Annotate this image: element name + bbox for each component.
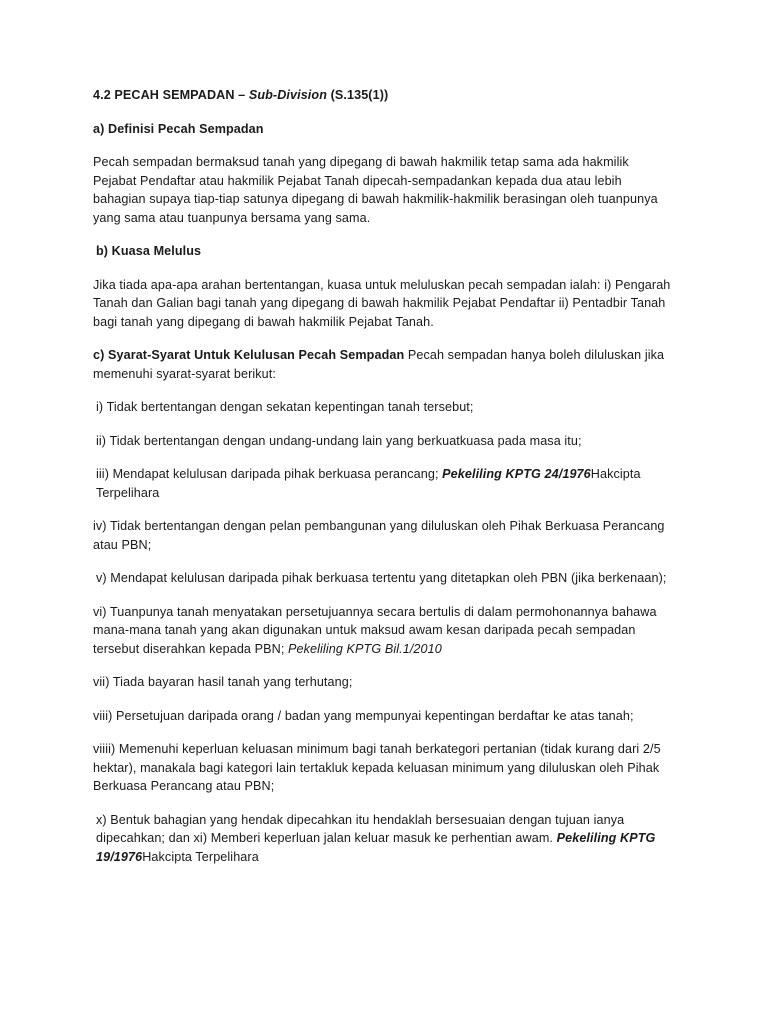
condition-3-tail: Hakcipta Terpelihara bbox=[96, 467, 641, 500]
condition-3-reference: Pekeliling KPTG 24/1976 bbox=[442, 467, 591, 481]
condition-2: ii) Tidak bertentangan dengan undang-undang lain yang berkuatkuasa pada masa itu; bbox=[96, 433, 582, 448]
section-c-title: c) Syarat-Syarat Untuk Kelulusan Pecah Sempadan bbox=[93, 348, 405, 362]
condition-10-reference: Pekeliling KPTG 19/1976 bbox=[96, 831, 656, 864]
document-body bbox=[93, 86, 673, 881]
section-c-body: Pecah sempadan hanya boleh diluluskan jika memenuhi syarat-syarat berikut: bbox=[93, 348, 665, 381]
section-b-body: Jika tiada apa-apa arahan bertentangan, kuasa untuk meluluskan pecah sempadan ialah: i) Pengarah Tanah dan Galian bagi tanah yang dipegang di bawah hakmilik Pejabat Pendaftar ii) Pentadbir Tanah bagi tanah yang dipegang di bawah hakmilik Pejabat Tanah. bbox=[93, 277, 671, 329]
section-a-body: Pecah sempadan bermaksud tanah yang dipegang di bawah hakmilik tetap sama ada hakmilik Pejabat Pendaftar atau hakmilik Pejabat Tanah dipecah-sempadankan kepada dua atau lebih bahagian supaya tiap-tiap satunya dipegang di bawah hakmilik-hakmilik berasingan oleh tuanpunya yang sama atau tuanpunya bersama yang sama. bbox=[93, 155, 658, 225]
condition-10-tail: Hakcipta Terpelihara bbox=[142, 849, 259, 864]
heading-prefix: 4.2 PECAH SEMPADAN – bbox=[93, 88, 249, 102]
condition-3 bbox=[93, 465, 673, 502]
condition-9: viiii) Memenuhi keperluan keluasan minimum bagi tanah berkategori pertanian (tidak kurang dari 2/5 hektar), manakala bagi kategori lain tertakluk kepada keluasan minimum yang diluluskan oleh Pihak Berkuasa Perancang atau PBN; bbox=[93, 742, 661, 793]
section-c-paragraph bbox=[93, 346, 673, 383]
condition-3-text: iii) Mendapat kelulusan daripada pihak berkuasa perancang; bbox=[96, 467, 443, 481]
section-heading bbox=[93, 86, 673, 105]
section-a-title: a) Definisi Pecah Sempadan bbox=[93, 121, 264, 136]
condition-4: iv) Tidak bertentangan dengan pelan pembangunan yang diluluskan oleh Pihak Berkuasa Perancang atau PBN; bbox=[93, 519, 665, 552]
condition-10-text: x) Bentuk bahagian yang hendak dipecahkan itu hendaklah bersesuaian dengan tujuan ianya dipecahkan; dan xi) Memberi keperluan jalan keluar masuk ke perhentian awam. bbox=[96, 812, 625, 845]
section-b-title: b) Kuasa Melulus bbox=[96, 244, 202, 258]
condition-8: viii) Persetujuan daripada orang / badan yang mempunyai kepentingan berdaftar ke atas tanah; bbox=[93, 708, 634, 723]
heading-italic: Sub-Division bbox=[248, 88, 327, 102]
condition-7: vii) Tiada bayaran hasil tanah yang terhutang; bbox=[93, 675, 353, 689]
condition-5: v) Mendapat kelulusan daripada pihak berkuasa tertentu yang ditetapkan oleh PBN (jika berkenaan); bbox=[96, 571, 667, 585]
condition-1: i) Tidak bertentangan dengan sekatan kepentingan tanah tersebut; bbox=[96, 400, 474, 414]
heading-suffix: (S.135(1)) bbox=[327, 88, 389, 102]
condition-6 bbox=[93, 603, 673, 659]
condition-6-text: vi) Tuanpunya tanah menyatakan persetujuannya secara bertulis di dalam permohonannya bahawa mana-mana tanah yang akan digunakan untuk maksud awam kesan daripada pecah sempadan tersebut diserahkan kepada PBN; bbox=[93, 604, 657, 656]
condition-6-reference: Pekeliling KPTG Bil.1/2010 bbox=[288, 641, 442, 656]
condition-10 bbox=[93, 811, 673, 867]
